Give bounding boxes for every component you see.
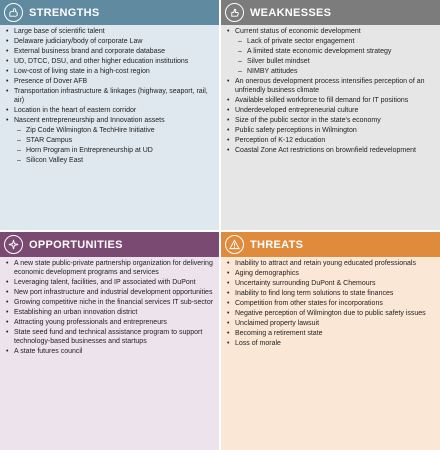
- sub-list-item: – Horn Program in Entrepreneurship at UD: [6, 147, 215, 156]
- sub-list-item: – A limited state economic development strategy: [227, 48, 436, 57]
- list-item: • A state futures council: [6, 348, 215, 357]
- bandaged-thumb-icon: [225, 3, 244, 22]
- list-item: • Aging demographics: [227, 270, 436, 279]
- sub-list-item: – STAR Campus: [6, 137, 215, 146]
- sub-list-item: – Silicon Valley East: [6, 157, 215, 166]
- threats-list: [221, 257, 440, 349]
- list-item: • Negative perception of Wilmington due to public safety issues: [227, 310, 436, 319]
- sub-list-item: – Silver bullet mindset: [227, 58, 436, 67]
- sub-list-item: – NIMBY attitudes: [227, 68, 436, 77]
- list-item: • Underdeveloped entrepreneurial culture: [227, 107, 436, 116]
- weaknesses-title: WEAKNESSES: [250, 6, 332, 19]
- list-item: • Delaware judiciary/body of corporate Law: [6, 38, 215, 47]
- list-item: • A new state public-private partnership organization for delivering economic development programs and services: [6, 260, 215, 278]
- opportunities-list: [0, 257, 219, 357]
- strengths-quadrant: [0, 0, 219, 230]
- sub-list-item: – Zip Code Wilmington & TechHire Initiative: [6, 127, 215, 136]
- weaknesses-list: [221, 25, 440, 156]
- list-item: • Leveraging talent, facilities, and IP associated with DuPont: [6, 279, 215, 288]
- list-item: • UD, DTCC, DSU, and other higher education institutions: [6, 58, 215, 67]
- strengths-title: STRENGTHS: [29, 6, 100, 19]
- list-item: • External business brand and corporate database: [6, 48, 215, 57]
- list-item: • Becoming a retirement state: [227, 330, 436, 339]
- list-item: • Attracting young professionals and entrepreneurs: [6, 319, 215, 328]
- list-item: • Public safety perceptions in Wilmington: [227, 127, 436, 136]
- warning-icon: [225, 235, 244, 254]
- list-item: • Perception of K-12 education: [227, 137, 436, 146]
- opportunities-quadrant: [0, 232, 219, 450]
- list-item: • State seed fund and technical assistance program to support technology-based businesses and startups: [6, 329, 215, 347]
- list-item: • Transportation infrastructure & linkages (highway, seaport, rail, air): [6, 88, 215, 106]
- list-item: • Unclaimed property lawsuit: [227, 320, 436, 329]
- flexed-arm-icon: [4, 3, 23, 22]
- strengths-list: [0, 25, 219, 166]
- list-item: • Large base of scientific talent: [6, 28, 215, 37]
- strengths-header: [0, 0, 219, 25]
- list-item: • Coastal Zone Act restrictions on brownfield redevelopment: [227, 147, 436, 156]
- list-item: • Establishing an urban innovation district: [6, 309, 215, 318]
- list-item: • New port infrastructure and industrial development opportunities: [6, 289, 215, 298]
- opportunities-header: [0, 232, 219, 257]
- list-item: • Loss of morale: [227, 340, 436, 349]
- list-item: • Inability to find long term solutions to state finances: [227, 290, 436, 299]
- list-item: • Competition from other states for incorporations: [227, 300, 436, 309]
- list-item: • Location in the heart of eastern corridor: [6, 107, 215, 116]
- list-item: • Inability to attract and retain young educated professionals: [227, 260, 436, 269]
- weaknesses-header: [221, 0, 440, 25]
- list-item: • Presence of Dover AFB: [6, 78, 215, 87]
- list-item: • An onerous development process intensifies perception of an unfriendly business climate: [227, 78, 436, 96]
- list-item: • Size of the public sector in the state's economy: [227, 117, 436, 126]
- weaknesses-quadrant: [221, 0, 440, 230]
- threats-header: [221, 232, 440, 257]
- opportunities-title: OPPORTUNITIES: [29, 238, 123, 251]
- list-item: • Available skilled workforce to fill demand for IT positions: [227, 97, 436, 106]
- list-item: • Uncertainty surrounding DuPont & Chemours: [227, 280, 436, 289]
- list-item: • Low-cost of living state in a high-cost region: [6, 68, 215, 77]
- threats-quadrant: [221, 232, 440, 450]
- list-item: • Growing competitive niche in the financial services IT sub-sector: [6, 299, 215, 308]
- threats-title: THREATS: [250, 238, 304, 251]
- sub-list-item: – Lack of private sector engagement: [227, 38, 436, 47]
- sparkle-icon: [4, 235, 23, 254]
- list-item: • Nascent entrepreneurship and Innovation assets: [6, 117, 215, 126]
- list-item: • Current status of economic development: [227, 28, 436, 37]
